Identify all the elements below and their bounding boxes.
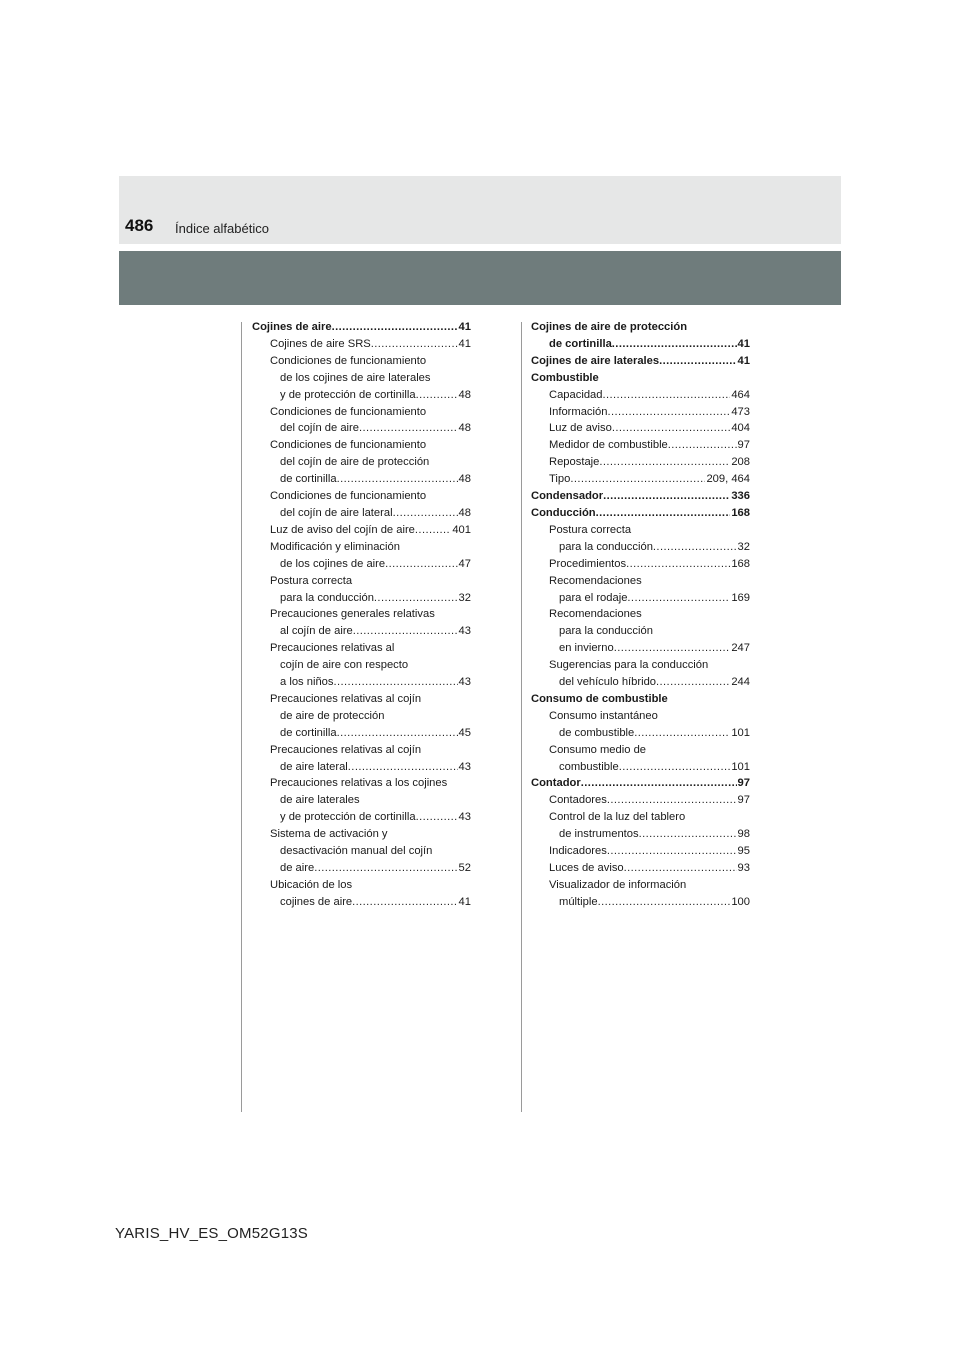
index-subentry-text: de los cojines de aire laterales [280, 371, 431, 384]
index-subentry-text: de aire de protección [280, 709, 385, 722]
dot-leader [607, 792, 737, 809]
dot-leader [603, 488, 730, 505]
index-subentry [531, 860, 750, 877]
entry-page-ref: 404 [731, 422, 750, 435]
entry-page-ref: 169 [731, 591, 750, 604]
dot-leader [393, 505, 458, 522]
index-subentry [531, 404, 750, 421]
entry-label: de cortinilla [549, 337, 612, 350]
entry-label: de cortinilla [280, 473, 337, 486]
entry-page-ref: 43 [458, 811, 471, 824]
entry-label: Luz de aviso del cojín de aire [270, 523, 415, 536]
index-subentry-text: Visualizador de información [549, 878, 687, 891]
entry-page-ref: 95 [737, 845, 750, 858]
dot-leader [612, 336, 737, 353]
index-subentry [252, 894, 471, 911]
entry-page-ref: 97 [737, 777, 750, 790]
entry-page-ref: 401 [452, 523, 471, 536]
index-heading: Cojines de aire de protección [531, 321, 688, 333]
entry-page-ref: 209, 464 [706, 473, 750, 486]
middle-column-rule [521, 322, 522, 1112]
dot-leader [581, 775, 737, 792]
entry-label: Contadores [549, 794, 607, 807]
dot-leader [416, 387, 458, 404]
entry-label: Luz de aviso [549, 422, 612, 435]
dot-leader [627, 590, 730, 607]
index-subentry-text: Postura correcta [270, 574, 353, 587]
entry-label: de aire lateral [280, 760, 348, 773]
dot-leader [415, 522, 451, 539]
entry-page-ref: 48 [458, 473, 471, 486]
index-subentry-text: Condiciones de funcionamiento [270, 439, 427, 452]
entry-label: del cojín de aire [280, 422, 359, 435]
dot-leader [614, 640, 731, 657]
index-subentry-text: Postura correcta [549, 523, 632, 536]
index-main-entry [531, 775, 750, 792]
dot-leader [612, 420, 731, 437]
index-subentry-text: Condiciones de funcionamiento [270, 354, 427, 367]
index-subentry-text: Recomendaciones [549, 608, 642, 621]
header-dark-band [119, 251, 841, 305]
index-subentry [531, 826, 750, 843]
entry-label: Condensador [531, 490, 604, 503]
index-subentry [531, 454, 750, 471]
entry-page-ref: 32 [737, 540, 750, 553]
index-subentry [531, 843, 750, 860]
entry-label: de aire [280, 862, 315, 874]
entry-label: Información [549, 405, 608, 418]
dot-leader [598, 894, 731, 911]
dot-leader [599, 454, 730, 471]
index-heading: Consumo de combustible [531, 692, 668, 705]
entry-page-ref: 168 [731, 506, 750, 519]
index-subentry [252, 725, 471, 742]
entry-page-ref: 247 [731, 642, 750, 655]
index-subentry [252, 623, 471, 640]
index-subentry-text: Precauciones relativas al cojín [270, 692, 422, 705]
index-subentry [531, 420, 750, 437]
dot-leader [607, 843, 737, 860]
index-subentry [531, 387, 750, 404]
entry-label: a los niños [280, 676, 334, 689]
entry-page-ref: 47 [458, 557, 471, 570]
entry-page-ref: 97 [737, 794, 750, 807]
index-subentry-text: Precauciones relativas al cojín [270, 743, 422, 756]
entry-page-ref: 41 [458, 321, 471, 333]
entry-label: Indicadores [549, 845, 607, 858]
index-subentry [531, 471, 750, 488]
entry-page-ref: 41 [737, 337, 750, 350]
dot-leader [634, 725, 730, 742]
index-main-entry [531, 505, 750, 522]
index-subentry-text: Control de la luz del tablero [549, 811, 686, 824]
index-main-entry [531, 488, 750, 505]
entry-label: para el rodaje [559, 591, 628, 604]
dot-leader [596, 505, 731, 522]
entry-label: Contador [531, 777, 581, 790]
index-subentry-text: de aire laterales [280, 794, 360, 807]
index-subentry [252, 387, 471, 404]
dot-leader [607, 404, 730, 421]
index-subentry [252, 420, 471, 437]
entry-label: del cojín de aire lateral [280, 506, 393, 519]
index-subentry-text: Precauciones relativas a los cojines [270, 777, 448, 790]
entry-page-ref: 244 [731, 676, 750, 689]
entry-page-ref: 41 [458, 337, 471, 350]
dot-leader [334, 674, 458, 691]
entry-page-ref: 48 [458, 388, 471, 401]
index-subentry [252, 860, 471, 877]
entry-page-ref: 41 [737, 354, 750, 367]
page-number: 486 [125, 216, 154, 235]
index-main-entry [531, 336, 750, 353]
entry-label: cojines de aire [280, 895, 353, 908]
entry-page-ref: 101 [731, 760, 750, 773]
index-subentry [252, 522, 471, 539]
index-subentry [252, 471, 471, 488]
entry-label: Repostaje [549, 456, 600, 469]
index-subentry [252, 505, 471, 522]
entry-label: Luces de aviso [549, 862, 624, 874]
entry-page-ref: 473 [731, 405, 750, 418]
dot-leader [353, 623, 458, 640]
index-subentry [531, 556, 750, 573]
entry-label: de instrumentos [559, 828, 639, 841]
entry-label: de los cojines de aire [280, 557, 386, 570]
entry-page-ref: 336 [731, 490, 750, 503]
index-heading: Combustible [531, 371, 599, 384]
index-subentry [252, 674, 471, 691]
index-subentry [531, 792, 750, 809]
index-main-entry [531, 353, 750, 370]
dot-leader [359, 420, 458, 437]
index-subentry [531, 437, 750, 454]
entry-label: para la conducción [559, 540, 653, 553]
index-subentry [252, 809, 471, 826]
entry-page-ref: 32 [458, 591, 471, 604]
index-column-right [531, 319, 750, 911]
index-subentry-text: del cojín de aire de protección [280, 456, 430, 469]
index-column-left [252, 319, 471, 911]
index-subentry-text: Modificación y eliminación [270, 540, 400, 553]
index-subentry [252, 336, 471, 353]
dot-leader [668, 437, 737, 454]
index-subentry [531, 725, 750, 742]
index-subentry [531, 894, 750, 911]
dot-leader [603, 387, 731, 404]
entry-label: Cojines de aire SRS [270, 337, 371, 350]
index-subentry [531, 539, 750, 556]
entry-label: combustible [559, 760, 619, 773]
entry-label: Cojines de aire laterales [531, 354, 660, 367]
dot-leader [385, 556, 457, 573]
dot-leader [416, 809, 458, 826]
index-subentry-text: Condiciones de funcionamiento [270, 490, 427, 503]
left-column-rule [241, 322, 242, 1112]
dot-leader [639, 826, 737, 843]
entry-label: Procedimientos [549, 557, 627, 570]
entry-page-ref: 168 [731, 557, 750, 570]
index-subentry-text: Recomendaciones [549, 574, 642, 587]
entry-label: al cojín de aire [280, 625, 353, 638]
entry-label: para la conducción [280, 591, 374, 604]
index-subentry-text: Precauciones relativas al [270, 642, 395, 655]
index-subentry-text: Consumo instantáneo [549, 709, 658, 722]
index-subentry [252, 556, 471, 573]
entry-label: múltiple [559, 895, 598, 908]
entry-page-ref: 43 [458, 676, 471, 689]
index-subentry-text: Precauciones generales relativas [270, 608, 435, 621]
entry-page-ref: 97 [737, 439, 750, 452]
index-subentry-text: Consumo medio de [549, 743, 647, 756]
index-subentry [531, 674, 750, 691]
section-title: Índice alfabético [175, 221, 269, 236]
entry-page-ref: 52 [458, 862, 471, 874]
entry-label: y de protección de cortinilla [280, 811, 416, 824]
entry-page-ref: 98 [737, 828, 750, 841]
entry-label: de combustible [559, 726, 635, 739]
dot-leader [374, 590, 458, 607]
entry-label: en invierno [559, 642, 614, 655]
dot-leader [332, 319, 458, 336]
dot-leader [314, 860, 457, 877]
entry-page-ref: 464 [731, 388, 750, 401]
dot-leader [348, 759, 458, 776]
index-subentry-text: Condiciones de funcionamiento [270, 405, 427, 418]
entry-label: y de protección de cortinilla [280, 388, 416, 401]
entry-page-ref: 208 [731, 456, 750, 469]
dot-leader [570, 471, 705, 488]
entry-page-ref: 101 [731, 726, 750, 739]
index-subentry [531, 759, 750, 776]
dot-leader [619, 759, 731, 776]
document-code: YARIS_HV_ES_OM52G13S [115, 1225, 308, 1242]
dot-leader [624, 860, 737, 877]
index-subentry-text: Sistema de activación y [270, 828, 388, 841]
entry-label: Medidor de combustible [549, 439, 668, 452]
entry-page-ref: 93 [737, 862, 750, 874]
dot-leader [626, 556, 730, 573]
entry-page-ref: 43 [458, 625, 471, 638]
entry-label: de cortinilla [280, 726, 337, 739]
entry-page-ref: 100 [731, 895, 750, 908]
entry-label: Tipo [549, 473, 571, 486]
entry-label: del vehículo híbrido [559, 676, 657, 689]
entry-page-ref: 41 [458, 895, 471, 908]
entry-page-ref: 43 [458, 760, 471, 773]
index-subentry-text: para la conducción [559, 625, 653, 638]
entry-label: Conducción [531, 506, 596, 519]
index-subentry [531, 640, 750, 657]
index-subentry-text: Sugerencias para la conducción [549, 659, 709, 672]
dot-leader [371, 336, 458, 353]
dot-leader [337, 725, 458, 742]
dot-leader [659, 353, 736, 370]
dot-leader [656, 674, 730, 691]
index-subentry [252, 590, 471, 607]
index-main-entry [252, 319, 471, 336]
entry-page-ref: 48 [458, 422, 471, 435]
entry-page-ref: 48 [458, 506, 471, 519]
index-subentry [531, 590, 750, 607]
index-subentry-text: desactivación manual del cojín [280, 845, 433, 858]
dot-leader [337, 471, 458, 488]
dot-leader [653, 539, 737, 556]
entry-label: Capacidad [549, 388, 603, 401]
index-subentry-text: cojín de aire con respecto [280, 659, 409, 672]
index-subentry [252, 759, 471, 776]
entry-page-ref: 45 [458, 726, 471, 739]
dot-leader [352, 894, 457, 911]
index-subentry-text: Ubicación de los [270, 878, 353, 891]
entry-label: Cojines de aire [252, 321, 332, 333]
